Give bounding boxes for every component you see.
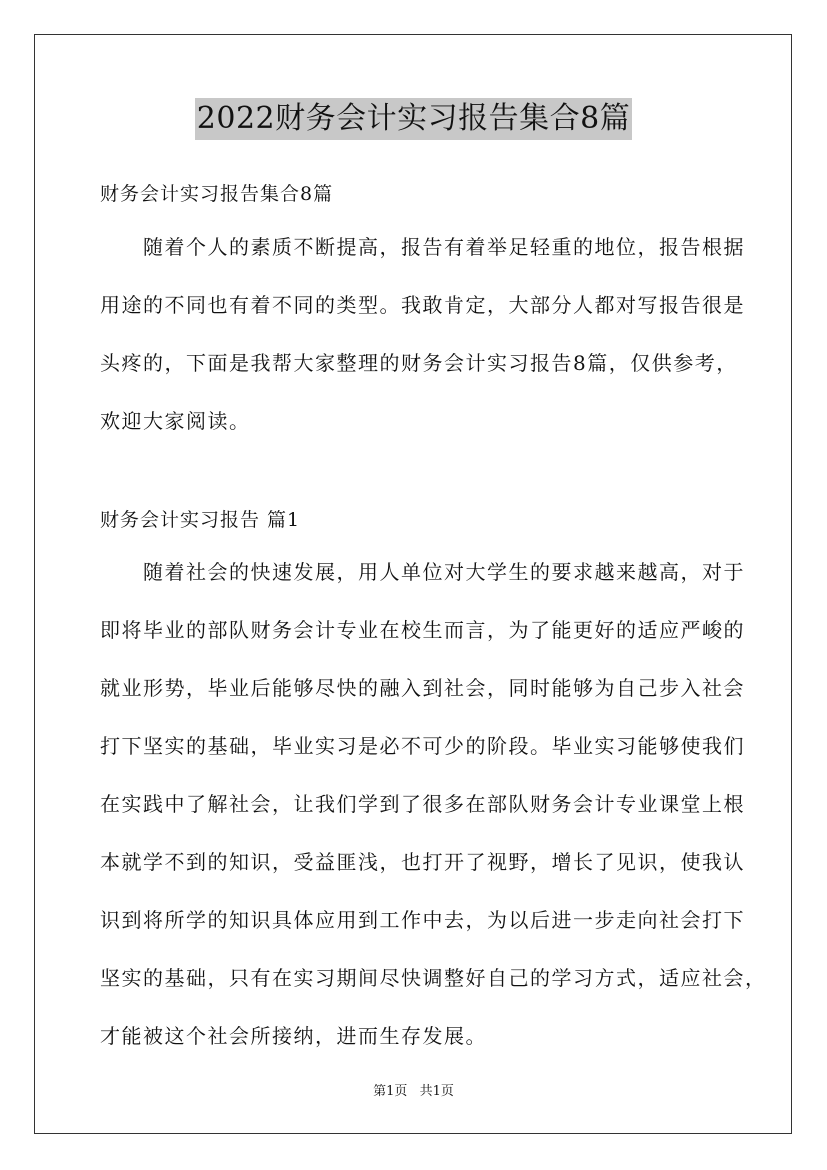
section1-heading: 财务会计实习报告 篇1: [100, 509, 301, 531]
paragraph-line: 随着个人的素质不断提高，报告有着举足轻重的地位，报告根据: [100, 235, 745, 259]
page-number-total: 共1页: [419, 1084, 454, 1099]
paragraph-line: 才能被这个社会所接纳，进而生存发展。: [100, 1024, 487, 1048]
paragraph-line: 即将毕业的部队财务会计专业在校生而言，为了能更好的适应严峻的: [100, 618, 745, 642]
paragraph-line: 本就学不到的知识，受益匪浅，也打开了视野，增长了见识，使我认: [100, 850, 745, 874]
paragraph-line: 欢迎大家阅读。: [100, 409, 251, 433]
title-wrap: [0, 98, 827, 140]
paragraph-line: 就业形势，毕业后能够尽快的融入到社会，同时能够为自己步入社会: [100, 676, 745, 700]
page-number-current: 第1页: [373, 1084, 408, 1099]
page-footer: [0, 1083, 827, 1101]
paragraph-line: 头疼的，下面是我帮大家整理的财务会计实习报告8篇，仅供参考，: [100, 351, 738, 375]
paragraph-line: 识到将所学的知识具体应用到工作中去，为以后进一步走向社会打下: [100, 908, 745, 932]
section1-paragraph: [100, 543, 767, 1065]
intro-paragraph: [100, 218, 745, 450]
paragraph-line: 随着社会的快速发展，用人单位对大学生的要求越来越高，对于: [100, 560, 745, 584]
document-title: 2022财务会计实习报告集合8篇: [195, 98, 632, 140]
paragraph-line: 坚实的基础，只有在实习期间尽快调整好自己的学习方式，适应社会，: [100, 966, 767, 990]
intro-heading: 财务会计实习报告集合8篇: [100, 183, 334, 205]
paragraph-line: 用途的不同也有着不同的类型。我敢肯定，大部分人都对写报告很是: [100, 293, 745, 317]
paragraph-line: 打下坚实的基础，毕业实习是必不可少的阶段。毕业实习能够使我们: [100, 734, 745, 758]
paragraph-line: 在实践中了解社会，让我们学到了很多在部队财务会计专业课堂上根: [100, 792, 745, 816]
